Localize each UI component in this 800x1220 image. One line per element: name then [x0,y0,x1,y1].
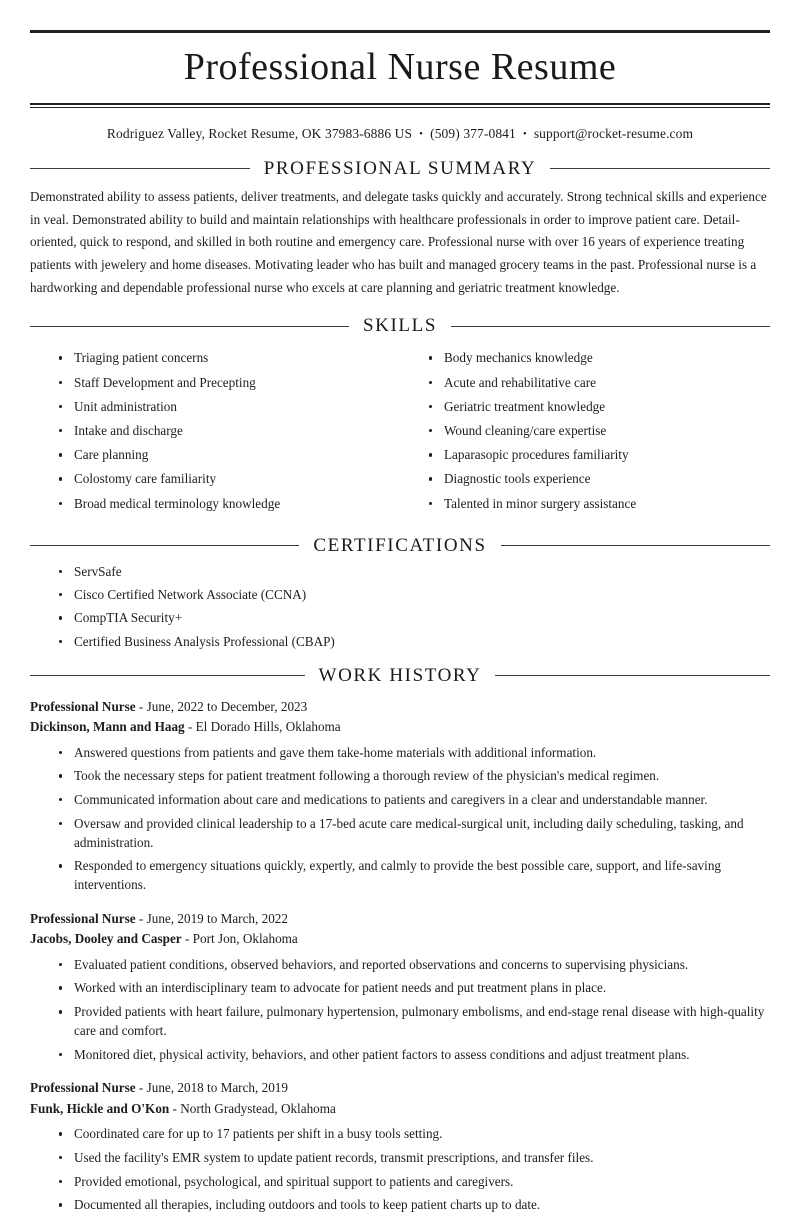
job-title: Professional Nurse [30,698,136,714]
job-dates: - June, 2018 to March, 2019 [135,1080,288,1096]
skills-columns [30,343,770,519]
certification-item: Cisco Certified Network Associate (CCNA) [52,586,770,604]
contact-separator-icon: • [419,127,424,140]
section-heading-row [30,665,770,687]
contact-address: Rodriguez Valley, Rocket Resume, OK 37983-6886 US [106,125,413,141]
skill-item: Talented in minor surgery assistance [422,495,770,513]
skill-item: Broad medical terminology knowledge [52,495,400,513]
job-bullets [30,744,770,895]
heading-rule-left [30,326,349,327]
skills-list-right [422,349,770,513]
skill-item: Triaging patient concerns [52,349,400,367]
heading-rule-right [495,675,770,676]
heading-rule-left [30,168,250,169]
section-skills [30,315,770,519]
summary-paragraph: Demonstrated ability to assess patients, deliver treatments, and delegate tasks quickly and accurately. Strong technical skills and experience in veal. Demonstrated ability to build and maintain relationships with healthcare professionals in order to improve patient care. Detail-oriented, quick to respond, and skilled in both routine and emergency care. Professional nurse with over 16 years of experience treating patients with jewelery and home diseases. Motivating leader who has built and managed grocery teams in the past. Professional nurse is a hardworking and dependable professional nurse who excels at care planning and geriatric treatment knowledge. [30,188,767,295]
heading-rule-right [501,545,770,546]
job-location: - North Gradystead, Oklahoma [169,1100,336,1116]
heading-rule-right [550,168,770,169]
certification-item: ServSafe [52,563,770,581]
section-work-history [30,665,770,1215]
job-bullet-item: Communicated information about care and medications to patients and caregivers in a clear and understandable manner. [52,791,770,810]
job-bullet-item: Coordinated care for up to 17 patients per shift in a busy tools setting. [52,1125,770,1144]
job-company-line [30,1099,770,1119]
job-title-line [30,909,770,929]
skill-item: Intake and discharge [52,422,400,440]
job-bullet-item: Oversaw and provided clinical leadership to a 17-bed acute care medical-surgical unit, including daily scheduling, tasking, and administration. [52,815,770,852]
job-title-line [30,697,770,717]
job-bullet-list [52,744,770,895]
job-bullet-item: Answered questions from patients and gave them take-home materials with additional information. [52,744,770,763]
job-title: Professional Nurse [30,1080,136,1096]
section-heading-row [30,535,770,557]
skill-item: Care planning [52,446,400,464]
skill-item: Body mechanics knowledge [422,349,770,367]
job-location: - El Dorado Hills, Oklahoma [184,719,341,735]
job-company-line [30,717,770,737]
job-bullet-item: Responded to emergency situations quickly, expertly, and calmly to provide the best possible care, support, and life-saving interventions. [52,857,770,894]
skills-column-right [400,343,770,519]
heading-rule-left [30,545,299,546]
certifications-list [52,563,770,651]
section-heading-row [30,315,770,337]
job-bullet-list [52,1125,770,1215]
job-bullet-item: Provided emotional, psychological, and spiritual support to patients and caregivers. [52,1173,770,1192]
skill-item: Wound cleaning/care expertise [422,422,770,440]
contact-email: support@rocket-resume.com [533,125,694,141]
work-history-entry [30,1078,770,1215]
page-title: Professional Nurse Resume [183,46,617,88]
job-bullets [30,1125,770,1215]
contact-line [30,126,770,142]
job-bullet-item: Took the necessary steps for patient treatment following a thorough review of the physician's medical regimen. [52,767,770,786]
section-certifications [30,535,770,651]
section-title: SKILLS [363,315,437,337]
job-dates: - June, 2019 to March, 2022 [135,910,288,926]
job-bullet-item: Provided patients with heart failure, pulmonary hypertension, pulmonary embolisms, and end-stage renal disease with high-quality care and comfort. [52,1003,770,1040]
certification-item: CompTIA Security+ [52,609,770,627]
job-company: Jacobs, Dooley and Casper [30,931,182,947]
certifications-body [30,563,770,651]
job-title: Professional Nurse [30,910,136,926]
job-company: Dickinson, Mann and Haag [30,719,185,735]
skill-item: Staff Development and Precepting [52,374,400,392]
skill-item: Laparasopic procedures familiarity [422,446,770,464]
skill-item: Unit administration [52,398,400,416]
certification-item: Certified Business Analysis Professional (CBAP) [52,633,770,651]
contact-phone: (509) 377-0841 [430,125,516,141]
job-location: - Port Jon, Oklahoma [181,931,298,947]
work-history-list [30,697,770,1215]
section-title: PROFESSIONAL SUMMARY [263,157,537,179]
skills-list-left [52,349,400,513]
job-bullet-item: Evaluated patient conditions, observed behaviors, and reported observations and concerns to supervising physicians. [52,956,770,975]
heading-rule-left [30,675,305,676]
skill-item: Acute and rehabilitative care [422,374,770,392]
section-professional-summary [30,158,770,300]
job-bullet-list [52,956,770,1065]
header-top-rule [30,30,770,33]
skill-item: Geriatric treatment knowledge [422,398,770,416]
job-bullet-item: Used the facility's EMR system to update patient records, transmit prescriptions, and transfer files. [52,1149,770,1168]
job-bullets [30,956,770,1065]
contact-separator-icon: • [522,127,527,140]
skill-item: Diagnostic tools experience [422,470,770,488]
heading-rule-right [451,326,770,327]
job-bullet-item: Monitored diet, physical activity, behaviors, and other patient factors to assess conditions and adjust treatment plans. [52,1046,770,1065]
job-company-line [30,929,770,949]
job-title-line [30,1078,770,1098]
resume-page [0,30,800,1215]
job-bullet-item: Worked with an interdisciplinary team to advocate for patient needs and put treatment plans in place. [52,979,770,998]
section-title: WORK HISTORY [318,664,482,686]
skills-column-left [30,343,400,519]
section-title: CERTIFICATIONS [313,534,487,556]
resume-content [30,30,770,1215]
work-history-entry [30,909,770,1065]
skill-item: Colostomy care familiarity [52,470,400,488]
job-bullet-item: Documented all therapies, including outdoors and tools to keep patient charts up to date. [52,1196,770,1215]
section-heading-row [30,158,770,180]
header-double-rule [30,103,770,108]
work-history-entry [30,697,770,895]
job-dates: - June, 2022 to December, 2023 [135,698,308,714]
job-company: Funk, Hickle and O'Kon [30,1100,170,1116]
